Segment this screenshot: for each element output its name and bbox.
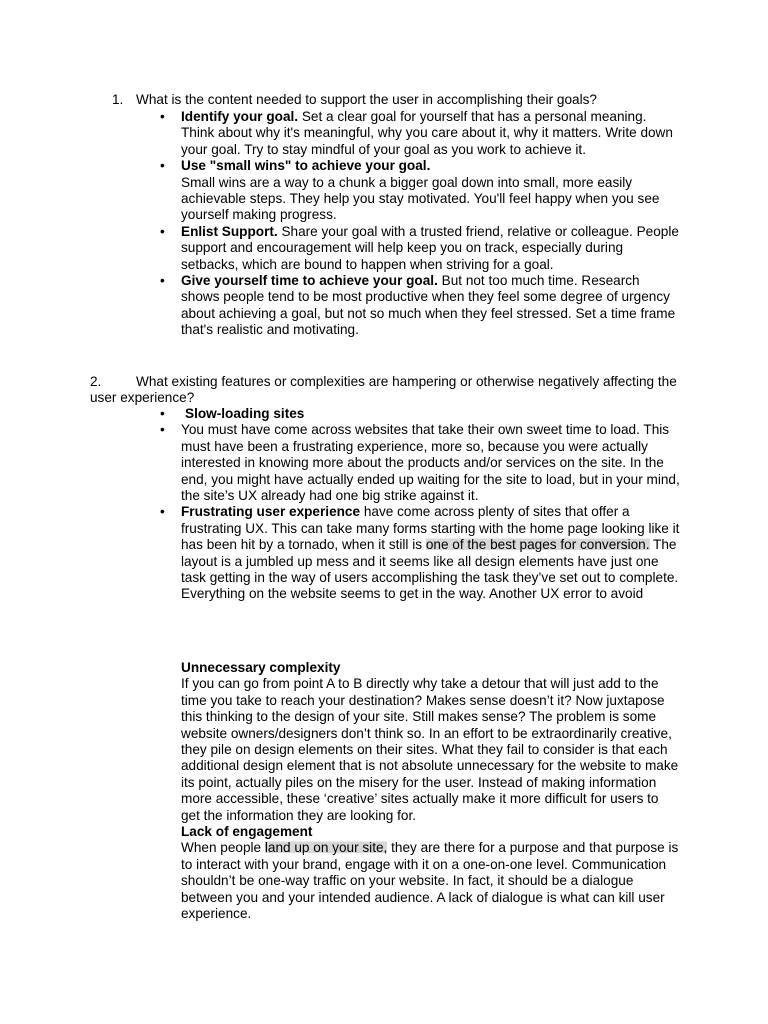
question-1-number: 1. bbox=[112, 92, 124, 107]
item-heading: Enlist Support. bbox=[181, 223, 278, 239]
item-heading: Slow-loading sites bbox=[185, 406, 305, 421]
list-item bbox=[160, 273, 680, 339]
list-item bbox=[160, 422, 680, 504]
bullet-icon: • bbox=[160, 158, 165, 174]
bullet-icon: • bbox=[160, 406, 165, 421]
item-heading: Use "small wins" to achieve your goal. bbox=[181, 158, 431, 174]
question-2 bbox=[90, 374, 680, 407]
engagement-heading: Lack of engagement bbox=[181, 824, 313, 840]
question-1 bbox=[112, 92, 712, 108]
list-item bbox=[160, 224, 680, 273]
question-2-text: What existing features or complexities are hampering or otherwise negatively affecting the user experience? bbox=[90, 374, 677, 406]
engagement-text: When people bbox=[181, 840, 265, 856]
question-1-text: What is the content needed to support the user in accomplishing their goals? bbox=[136, 92, 597, 107]
item-text: have come across plenty of sites that offer a frustrating UX. This can take many forms starting with the home page looking like it has been hit by a tornado, when it still is bbox=[181, 504, 680, 553]
goal-tips-list bbox=[160, 109, 680, 339]
list-item bbox=[160, 504, 680, 602]
highlighted-link-text: one of the best pages for conversion. bbox=[425, 537, 650, 553]
bullet-icon: • bbox=[160, 109, 165, 124]
list-item bbox=[160, 109, 680, 158]
question-2-number: 2. bbox=[90, 374, 102, 389]
complexity-section bbox=[181, 660, 681, 923]
bullet-icon: • bbox=[160, 504, 165, 520]
bullet-icon: • bbox=[160, 273, 165, 289]
item-text-continued: The layout is a jumbled up mess and it seems like all design elements have just one task getting in the way of users accomplishing the task they’ve set out to complete. Everything on the website seems to get in the way. Another UX error to avoid bbox=[181, 537, 679, 602]
bullet-icon: • bbox=[160, 223, 165, 239]
item-text: Set a clear goal for yourself that has a personal meaning. Think about why it's meaningful, why you care about it, why it matters. Write down your goal. Try to stay mindful of your goal as you work to achieve it. bbox=[181, 109, 673, 157]
engagement-text-continued: they are there for a purpose and that purpose is to interact with your brand, engage with it on a one-on-one level. Communication shouldn’t be one-way traffic on your website. In fact, it should be a dialogue between you and your intended audience. A lack of dialogue is what can kill user experience. bbox=[181, 840, 679, 922]
item-text: Small wins are a way to a chunk a bigger goal down into small, more easily achievable steps. They help you stay motivated. You'll feel happy when you see yourself making progress. bbox=[181, 174, 660, 223]
item-text: But not too much time. Research shows people tend to be most productive when they feel some degree of urgency about achieving a goal, but not so much when they feel stressed. Set a time frame that's realistic and motivating. bbox=[181, 273, 676, 338]
item-text: Share your goal with a trusted friend, relative or colleague. People support and encouragement will help keep you on track, especially during setbacks, which are bound to happen when striving for a goal. bbox=[181, 223, 679, 272]
item-heading: Frustrating user experience bbox=[181, 504, 361, 520]
highlighted-link-text: land up on your site, bbox=[264, 840, 388, 856]
item-heading: Identify your goal. bbox=[181, 109, 299, 124]
item-heading: Give yourself time to achieve your goal. bbox=[181, 273, 438, 289]
list-item bbox=[160, 406, 680, 422]
engagement-paragraph bbox=[181, 840, 681, 922]
item-text: You must have come across websites that take their own sweet time to load. This must have been a frustrating experience, more so, because you were actually interested in knowing more about the products and/or services on the site. In the end, you might have actually ended up waiting for the site to load, but in your mind, the site’s UX already had one big strike against it. bbox=[181, 422, 680, 504]
complexity-heading: Unnecessary complexity bbox=[181, 660, 341, 675]
list-item bbox=[160, 158, 680, 224]
complexity-paragraph: If you can go from point A to B directly why take a detour that will just add to the time you take to reach your destination? Makes sense doesn’t it? Now juxtapose this thinking to the design of your site. Still makes sense? The problem is some website owners/designers don’t think so. In an effort to be extraordinarily creative, they pile on design elements on their sites. What they fail to consider is that each additional design element that is not absolute unnecessary for the website to make its point, actually piles on the misery for the user. Instead of making information more accessible, these ‘creative’ sites actually make it more difficult for users to get the information they are looking for. bbox=[181, 676, 679, 823]
ux-problems-list bbox=[160, 406, 680, 603]
bullet-icon: • bbox=[160, 422, 165, 438]
